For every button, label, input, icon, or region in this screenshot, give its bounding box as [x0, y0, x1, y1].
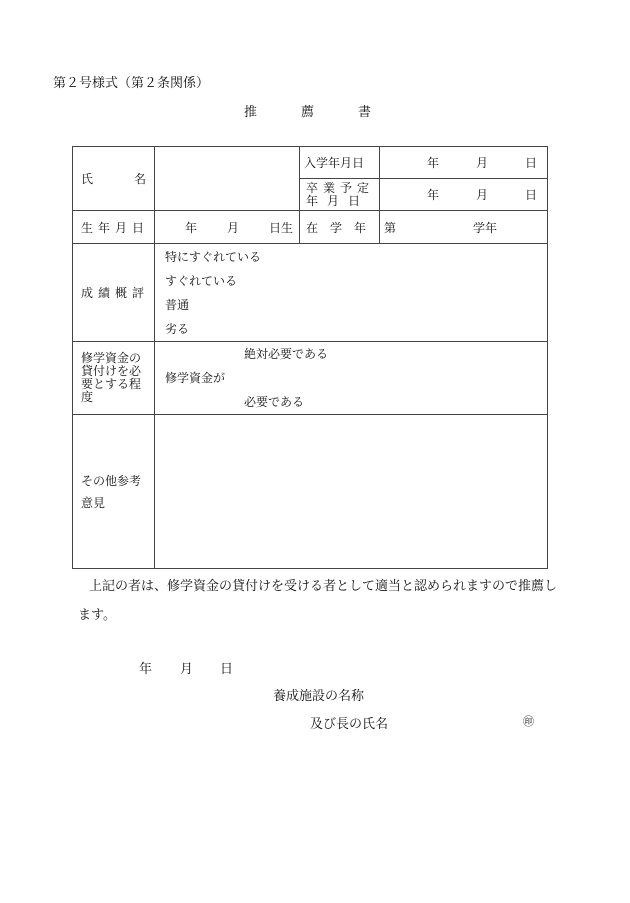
- score-option-4[interactable]: 劣る: [165, 321, 190, 336]
- date-month: 月: [180, 662, 194, 677]
- grad-label: [300, 179, 380, 211]
- score-options-cell: [155, 244, 548, 342]
- grad-day: 日: [524, 188, 537, 202]
- other-label-line2: 意見: [81, 495, 106, 510]
- statement-text: 上記の者は、修学資金の貸付けを受ける者として適当と認められますので推薦します。: [78, 579, 558, 623]
- name-label-a: 氏: [81, 172, 94, 186]
- birth-date-cell[interactable]: [155, 211, 300, 244]
- recommendation-statement: [78, 572, 558, 630]
- enroll-year: 年: [426, 156, 439, 170]
- form-number-label: 第２号様式（第２条関係）: [53, 76, 210, 91]
- name-label-b: 名: [133, 172, 146, 186]
- birth-month: 月: [226, 220, 239, 235]
- grad-label-line1: 卒業予定: [306, 180, 375, 195]
- enroll-day: 日: [524, 156, 537, 170]
- enroll-date-cell[interactable]: [380, 147, 548, 179]
- score-option-1[interactable]: 特にすぐれている: [165, 249, 262, 264]
- grade-cell[interactable]: [380, 211, 548, 244]
- birth-day: 日生: [268, 220, 293, 235]
- grad-date-cell[interactable]: [380, 179, 548, 211]
- other-label: [73, 415, 155, 569]
- recommendation-table: [72, 146, 548, 569]
- date-year: 年: [139, 662, 153, 677]
- score-option-2[interactable]: すぐれている: [165, 273, 238, 288]
- need-prefix: 修学資金が: [165, 371, 226, 385]
- need-label: 修学資金の貸付けを必要とする程度: [73, 342, 155, 415]
- grade-label: 在学年: [300, 211, 380, 244]
- enroll-month: 月: [475, 156, 488, 170]
- grade-suffix: 学年: [473, 220, 498, 235]
- score-option-3[interactable]: 普通: [165, 297, 190, 312]
- grad-label-line2: 年月日: [306, 193, 370, 208]
- birth-label: 生年月日: [73, 211, 155, 244]
- name-label-cell: [73, 147, 155, 211]
- grad-year: 年: [426, 188, 439, 202]
- other-label-line1: その他参考: [81, 473, 142, 488]
- director-name-label: 及び長の氏名: [310, 717, 389, 732]
- need-options-cell: [155, 342, 548, 415]
- need-option-2[interactable]: 必要である: [244, 395, 305, 409]
- other-opinion-cell[interactable]: [155, 415, 548, 569]
- enroll-label: 入学年月日: [300, 147, 380, 179]
- seal-mark: ㊞: [523, 715, 534, 728]
- facility-name-label: 養成施設の名称: [273, 689, 365, 704]
- document-title: 推薦書: [244, 105, 416, 120]
- grade-prefix: 第: [384, 220, 397, 235]
- need-option-1[interactable]: 絶対必要である: [244, 347, 329, 361]
- date-day: 日: [220, 662, 234, 677]
- grad-month: 月: [475, 188, 488, 202]
- birth-year: 年: [184, 220, 197, 235]
- score-label: 成績概評: [73, 244, 155, 342]
- name-input-cell[interactable]: [155, 147, 300, 211]
